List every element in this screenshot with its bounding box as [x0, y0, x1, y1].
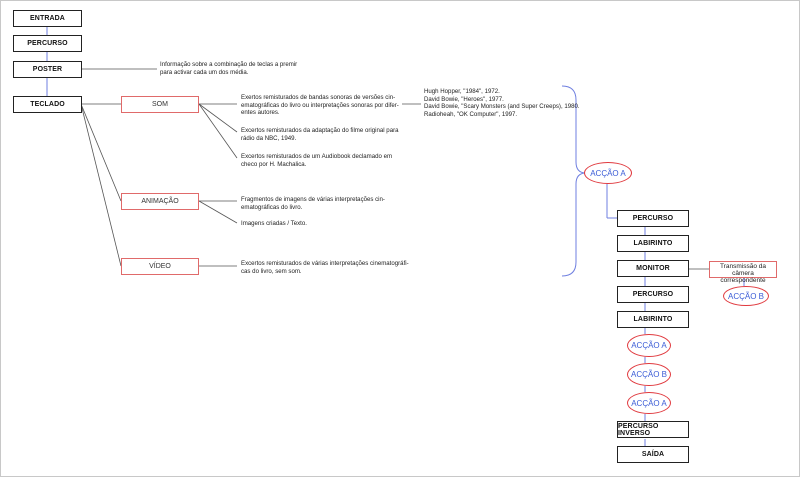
- poster-node: POSTER: [13, 61, 82, 78]
- som-note-soundtracks: Exertos remisturados de bandas sonoras de versões cin- ematográficas do livro ou interpretações sonoras por difer- entes autores.: [241, 94, 399, 117]
- animacao-note-fragments: Fragmentos de imagens de várias interpretações cin- ematográficas do livro.: [241, 196, 385, 211]
- percurso-node-2: PERCURSO: [617, 210, 689, 227]
- poster-note: Informação sobre a combinação de teclas a premir para activar cada um dos média.: [160, 61, 298, 76]
- camera-transmission-box: Transmissão da câmera correspondente: [709, 261, 777, 278]
- som-note-audiobook: Excertos remisturados de um Audiobook declamado em checo por H. Machalica.: [241, 153, 393, 168]
- teclado-node: TECLADO: [13, 96, 82, 113]
- accao-a-top-oval: ACÇÃO A: [584, 162, 632, 184]
- labirinto-node-2: LABIRINTO: [617, 311, 689, 328]
- entrada-node: ENTRADA: [13, 10, 82, 27]
- video-note-excerpts: Excertos remisturados de várias interpretações cinematográfi- cas do livro, sem som.: [241, 260, 409, 275]
- accao-b-camera-oval: ACÇÃO B: [723, 286, 769, 306]
- percurso-inverso-node: PERCURSO INVERSO: [617, 421, 689, 438]
- animacao-note-images: Imagens criadas / Texto.: [241, 220, 307, 227]
- saida-node: SAÍDA: [617, 446, 689, 463]
- accao-b-oval: ACÇÃO B: [627, 363, 671, 386]
- labirinto-node-1: LABIRINTO: [617, 235, 689, 252]
- som-node: SOM: [121, 96, 199, 113]
- accao-a-oval-1: ACÇÃO A: [627, 334, 671, 357]
- animacao-node: ANIMAÇÃO: [121, 193, 199, 210]
- monitor-node: MONITOR: [617, 260, 689, 277]
- accao-a-oval-2: ACÇÃO A: [627, 392, 671, 414]
- music-list: Hugh Hopper, "1984", 1972. David Bowie, "Heroes", 1977. David Bowie, "Scary Monsters (and Super Creeps), 1980. Radioheah, "OK Computer", 1997.: [424, 88, 580, 118]
- som-note-radio: Excertos remisturados da adaptação do filme original para rádio da NBC, 1949.: [241, 127, 399, 142]
- percurso-node-3: PERCURSO: [617, 286, 689, 303]
- percurso-node: PERCURSO: [13, 35, 82, 52]
- video-node: VÍDEO: [121, 258, 199, 275]
